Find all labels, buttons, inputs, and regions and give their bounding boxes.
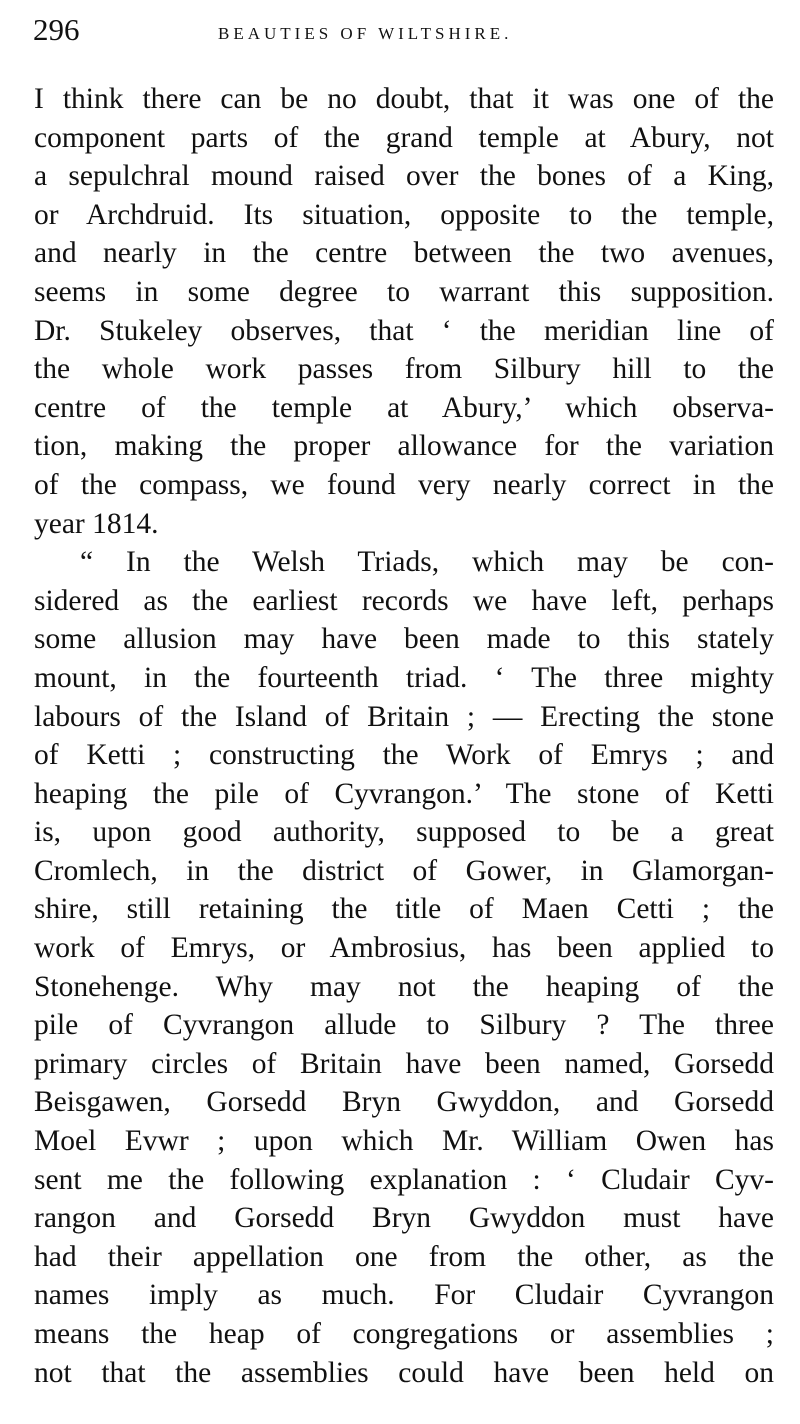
- text-line: “ In the Welsh Triads, which may be con-: [80, 546, 774, 579]
- text-line: pile of Cyvrangon allude to Silbury ? The three: [34, 1009, 774, 1042]
- page-number: 296: [33, 12, 80, 47]
- text-line: shire, still retaining the title of Maen Cetti ; the: [34, 893, 774, 926]
- text-line: is, upon good authority, supposed to be a great: [34, 816, 774, 849]
- text-line: primary circles of Britain have been named, Gorsedd: [34, 1047, 774, 1080]
- running-title: BEAUTIES OF WILTSHIRE.: [218, 24, 513, 43]
- text-line: Beisgawen, Gorsedd Bryn Gwyddon, and Gorsedd: [34, 1086, 774, 1119]
- text-line: mount, in the fourteenth triad. ‘ The three mighty: [34, 661, 774, 694]
- text-line: sent me the following explanation : ‘ Cludair Cyv-: [34, 1163, 774, 1196]
- text-line: tion, making the proper allowance for the variation: [34, 430, 774, 463]
- text-line: or Archdruid. Its situation, opposite to the temple,: [34, 198, 774, 231]
- text-line: Moel Evwr ; upon which Mr. William Owen has: [34, 1125, 774, 1158]
- text-line: seems in some degree to warrant this supposition.: [34, 275, 774, 308]
- text-line: I think there can be no doubt, that it was one of the: [34, 83, 774, 115]
- text-line: centre of the temple at Abury,’ which observa-: [34, 391, 774, 424]
- text-line: and nearly in the centre between the two avenues,: [34, 237, 774, 270]
- text-line: rangon and Gorsedd Bryn Gwyddon must have: [34, 1202, 774, 1235]
- text-line: heaping the pile of Cyvrangon.’ The stone of Ketti: [34, 777, 774, 810]
- text-line: of Ketti ; constructing the Work of Emrys ; and: [34, 739, 774, 772]
- text-line: labours of the Island of Britain ; — Erecting the stone: [34, 700, 774, 733]
- text-line: Cromlech, in the district of Gower, in Glamorgan-: [34, 854, 774, 887]
- text-line: component parts of the grand temple at Abury, not: [34, 121, 774, 154]
- body-text: [34, 80, 774, 1392]
- text-line: a sepulchral mound raised over the bones of a King,: [34, 160, 774, 193]
- text-line: Dr. Stukeley observes, that ‘ the meridian line of: [34, 314, 774, 347]
- text-line: not that the assemblies could have been held on: [34, 1356, 774, 1389]
- text-line: some allusion may have been made to this stately: [34, 623, 774, 656]
- text-line: had their appellation one from the other, as the: [34, 1240, 774, 1273]
- text-line: means the heap of congregations or assemblies ;: [34, 1318, 774, 1350]
- text-line: year 1814.: [34, 507, 159, 540]
- text-line: the whole work passes from Silbury hill to the: [34, 353, 774, 386]
- text-line: of the compass, we found very nearly correct in the: [34, 468, 774, 501]
- text-line: Stonehenge. Why may not the heaping of the: [34, 970, 774, 1003]
- page-header: [33, 10, 770, 54]
- text-line: sidered as the earliest records we have left, perhaps: [34, 584, 774, 617]
- text-line: work of Emrys, or Ambrosius, has been applied to: [34, 932, 774, 965]
- text-line: names imply as much. For Cludair Cyvrangon: [34, 1279, 774, 1312]
